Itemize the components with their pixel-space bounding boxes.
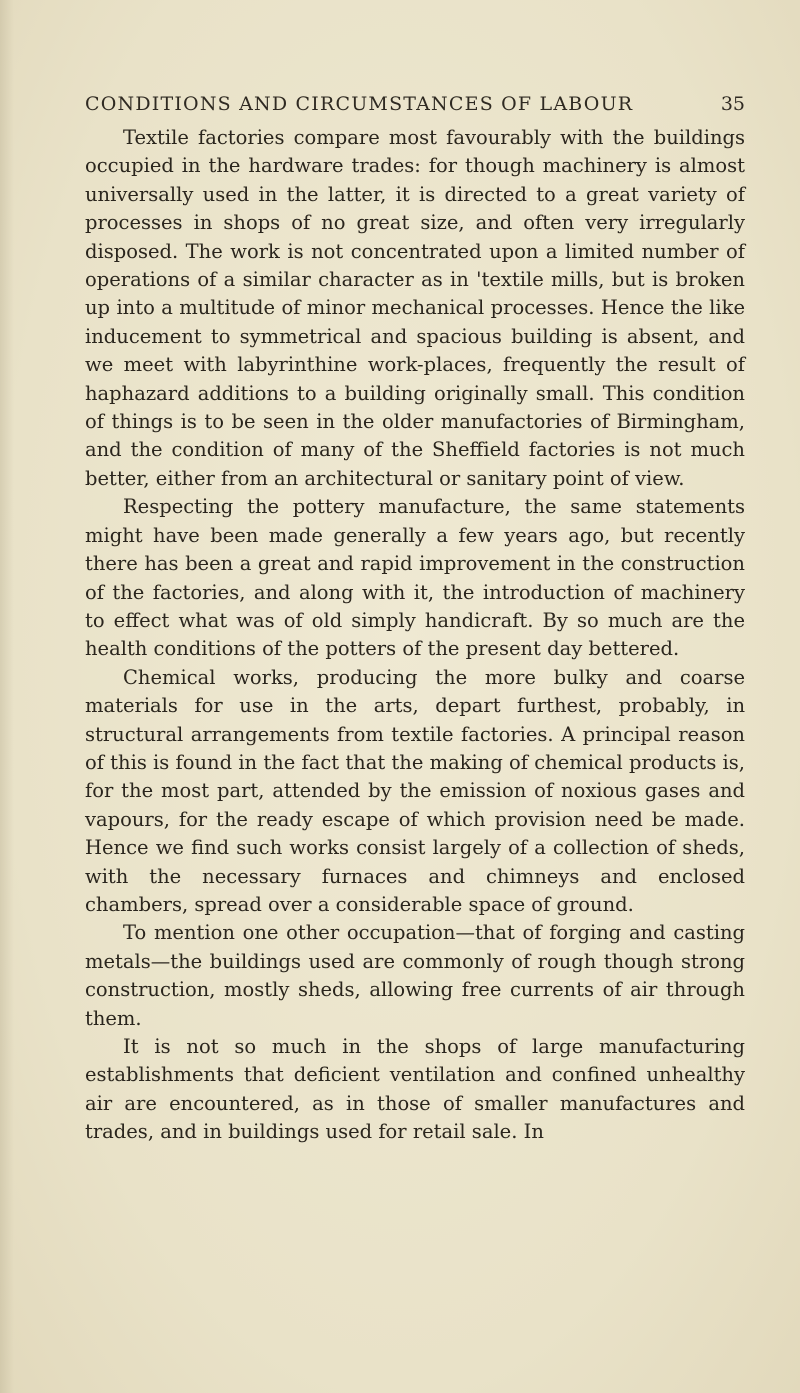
paragraph: It is not so much in the shops of large manufacturing establishments that deficient ventilation and confined unhealthy air are encountered, as in those of smaller manufactures and trades, and in buildings used for retail sale. In [85, 1035, 745, 1144]
page-gutter-shadow [0, 0, 14, 1393]
body-text [85, 124, 745, 1147]
paragraph: Respecting the pottery manufacture, the same statements might have been made generally a few years ago, but recently there has been a great and rapid improvement in the construction of the factories, and along with it, the introduction of machinery to effect what was of old simply handicraft. By so much are the health conditions of the potters of the present day bettered. [85, 495, 745, 661]
paragraph: Chemical works, producing the more bulky and coarse materials for use in the arts, depart furthest, probably, in structural arrangements from textile factories. A principal reason of this is found in the fact that the making of chemical products is, for the most part, attended by the emission of noxious gases and vapours, for the ready escape of which provision need be made. Hence we find such works consist largely of a collection of sheds, with the necessary furnaces and chimneys and enclosed chambers, spread over a considerable space of ground. [85, 665, 745, 916]
paragraph: Textile factories compare most favourably with the buildings occupied in the hardware trades: for though machinery is almost universally used in the latter, it is directed to a great variety of processes in shops of no great size, and often very irregularly disposed. The work is not concentrated upon a limited number of operations of a similar character as in 'textile mills, but is broken up into a multitude of minor mechanical processes. Hence the like inducement to symmetrical and spacious building is absent, and we meet with labyrinthine work-places, frequently the result of haphazard additions to a building originally small. This condition of things is to be seen in the older manufactories of Birmingham, and the condition of many of the Sheffield factories is not much better, either from an architectural or sanitary point of view. [85, 126, 745, 490]
page-number: 35 [720, 93, 745, 115]
running-title: CONDITIONS AND CIRCUMSTANCES OF LABOUR [85, 93, 634, 115]
page-header [85, 93, 745, 117]
paragraph: To mention one other occupation—that of forging and casting metals—the buildings used are commonly of rough though strong construction, mostly sheds, allowing free currents of air through them. [85, 921, 745, 1030]
